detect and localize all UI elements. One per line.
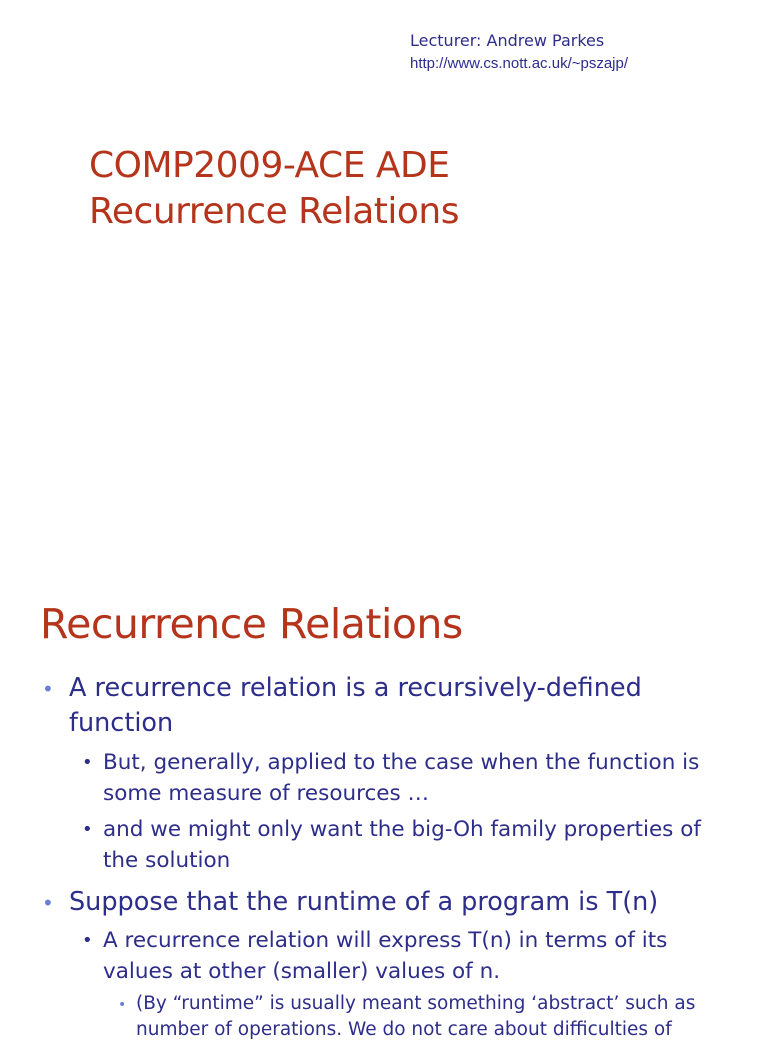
bullet-text: But, generally, applied to the case when the function is some measure of resources … [103, 750, 700, 806]
lecturer-label: Lecturer: Andrew Parkes [410, 31, 605, 50]
bullet-text: and we might only want the big-Oh family properties of the solution [103, 817, 701, 873]
bullet-marker: • [42, 677, 54, 701]
course-topic-title: Recurrence Relations [89, 191, 460, 232]
bullet-text: A recurrence relation will express T(n) in terms of its values at other (smaller) values of n. [103, 928, 668, 984]
bullet-marker: • [118, 997, 127, 1013]
bullet-marker: • [82, 819, 93, 840]
bullet-marker: • [82, 930, 93, 951]
bullet-marker: • [82, 752, 93, 773]
bullet-text: A recurrence relation is a recursively-defined function [69, 673, 642, 738]
bullet-text: Suppose that the runtime of a program is T(n) [69, 887, 659, 917]
course-code-title: COMP2009-ACE ADE [89, 145, 450, 186]
bullet-marker: • [42, 891, 54, 915]
lecturer-url: http://www.cs.nott.ac.uk/~pszajp/ [410, 55, 629, 72]
bullet-text: (By “runtime” is usually meant something ‘abstract’ such as number of operations. We do not care about difficulties of [136, 993, 696, 1040]
title-block [89, 143, 459, 235]
slide-title: Recurrence Relations [40, 600, 463, 648]
